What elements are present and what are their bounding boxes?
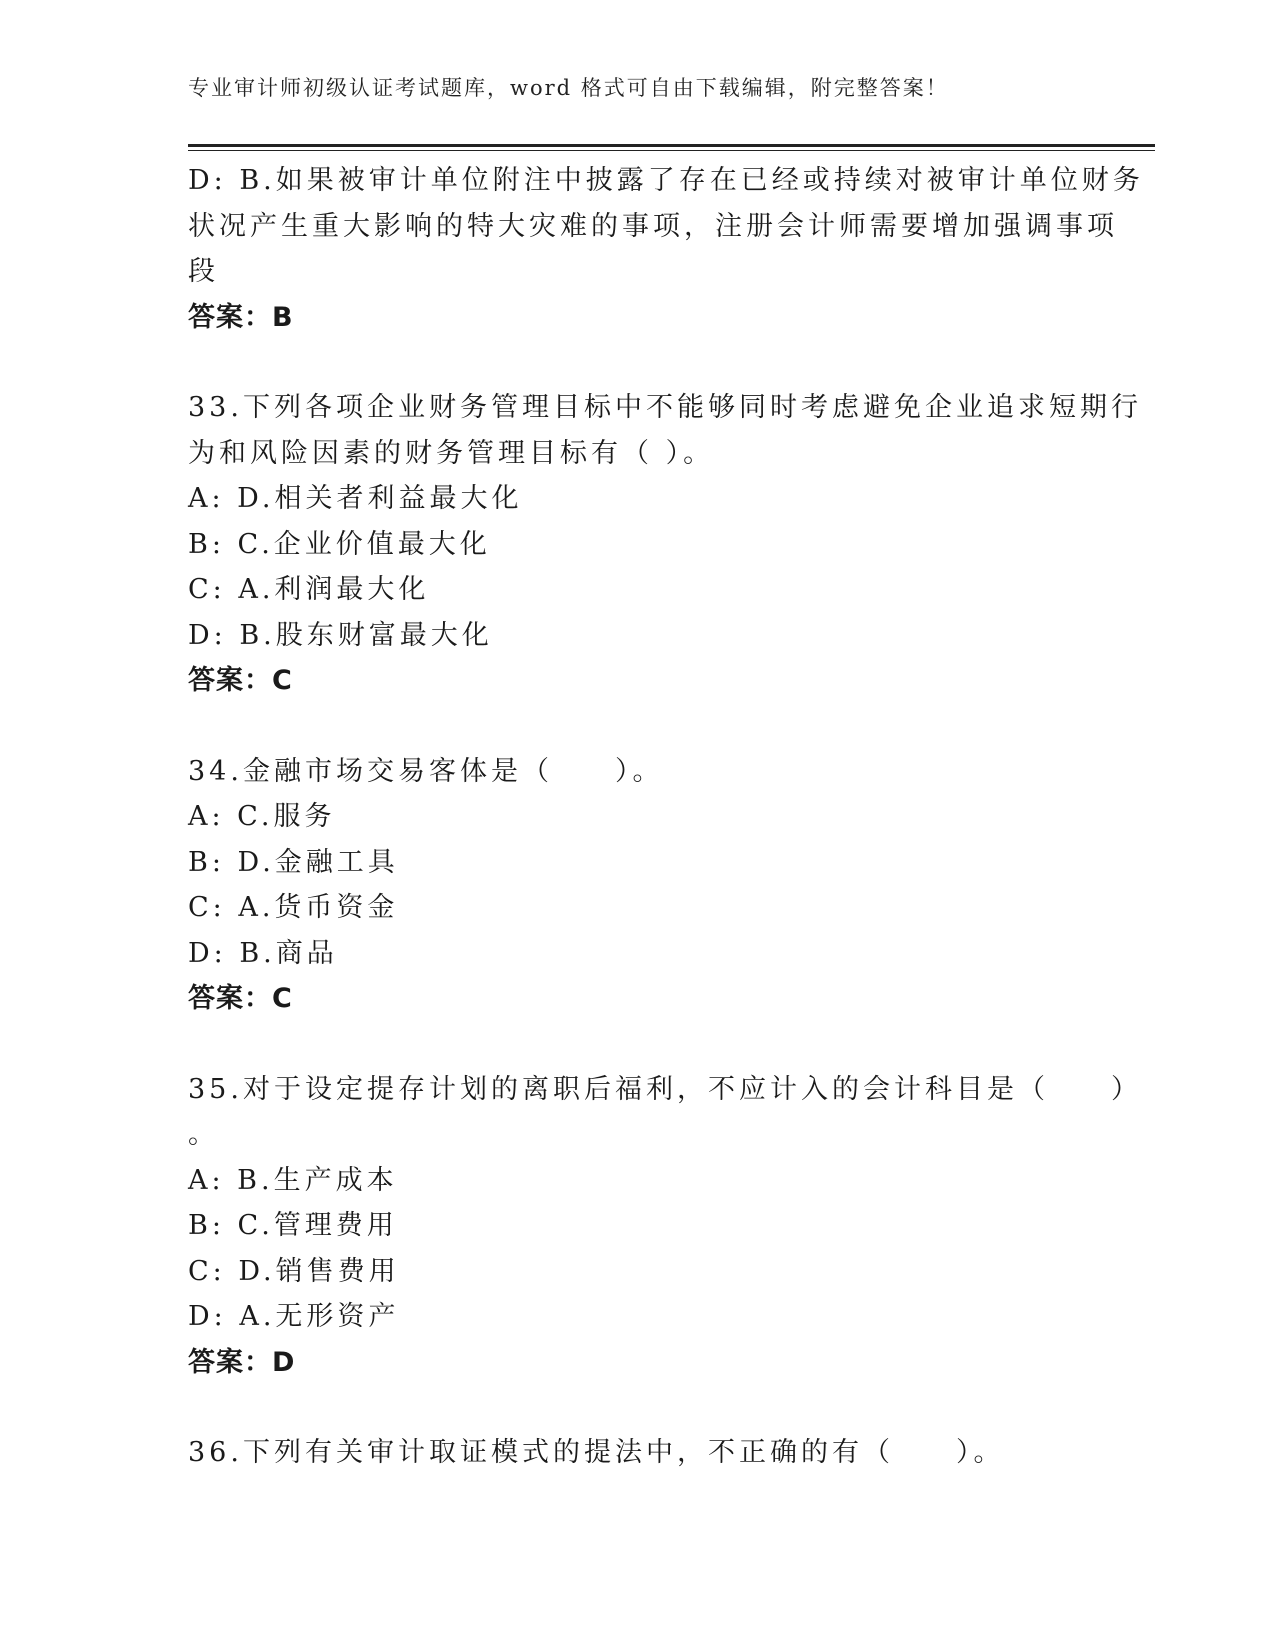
question-33 xyxy=(188,385,1142,704)
option-d: D: A.无形资产 xyxy=(188,1301,400,1332)
answer-line: 答案：D xyxy=(188,1346,296,1378)
option-b: B: C.管理费用 xyxy=(188,1210,398,1241)
header-rule-thick xyxy=(188,144,1155,147)
question-34 xyxy=(188,749,1088,1022)
question-stem: 为和风险因素的财务管理目标有（ ）。 xyxy=(188,437,715,469)
question-stem: 35.对于设定提存计划的离职后福利，不应计入的会计科目是（ ） xyxy=(188,1073,1142,1105)
continuation-line: 段 xyxy=(188,256,219,287)
continuation-block xyxy=(188,158,1144,340)
option-d: D: B.商品 xyxy=(188,937,338,969)
header-rule-thin xyxy=(188,150,1155,151)
question-stem: 。 xyxy=(188,1119,219,1150)
question-36 xyxy=(188,1430,1088,1476)
question-stem: 36.下列有关审计取证模式的提法中，不正确的有（ ）。 xyxy=(188,1437,1005,1468)
page-header: 专业审计师初级认证考试题库，word 格式可自由下载编辑，附完整答案！ xyxy=(188,76,949,100)
option-b: B: C.企业价值最大化 xyxy=(188,528,491,560)
option-b: B: D.金融工具 xyxy=(188,846,399,878)
option-a: A: D.相关者利益最大化 xyxy=(188,483,523,514)
question-stem: 34.金融市场交易客体是（ ）。 xyxy=(188,755,664,787)
question-35 xyxy=(188,1067,1142,1386)
question-stem: 33.下列各项企业财务管理目标中不能够同时考虑避免企业追求短期行 xyxy=(188,392,1142,423)
answer-line: 答案：B xyxy=(188,301,294,333)
answer-line: 答案：C xyxy=(188,665,293,696)
answer-line: 答案：C xyxy=(188,983,293,1014)
option-a: A: B.生产成本 xyxy=(188,1164,398,1196)
option-c: C: A.利润最大化 xyxy=(188,574,430,605)
option-c: C: D.销售费用 xyxy=(188,1255,400,1287)
option-c: C: A.货币资金 xyxy=(188,892,399,923)
question-content xyxy=(188,158,1144,1476)
continuation-line: 状况产生重大影响的特大灾难的事项，注册会计师需要增加强调事项 xyxy=(188,210,1118,242)
continuation-line: D: B.如果被审计单位附注中披露了存在已经或持续对被审计单位财务 xyxy=(188,165,1144,196)
option-d: D: B.股东财富最大化 xyxy=(188,619,493,651)
option-a: A: C.服务 xyxy=(188,801,336,832)
